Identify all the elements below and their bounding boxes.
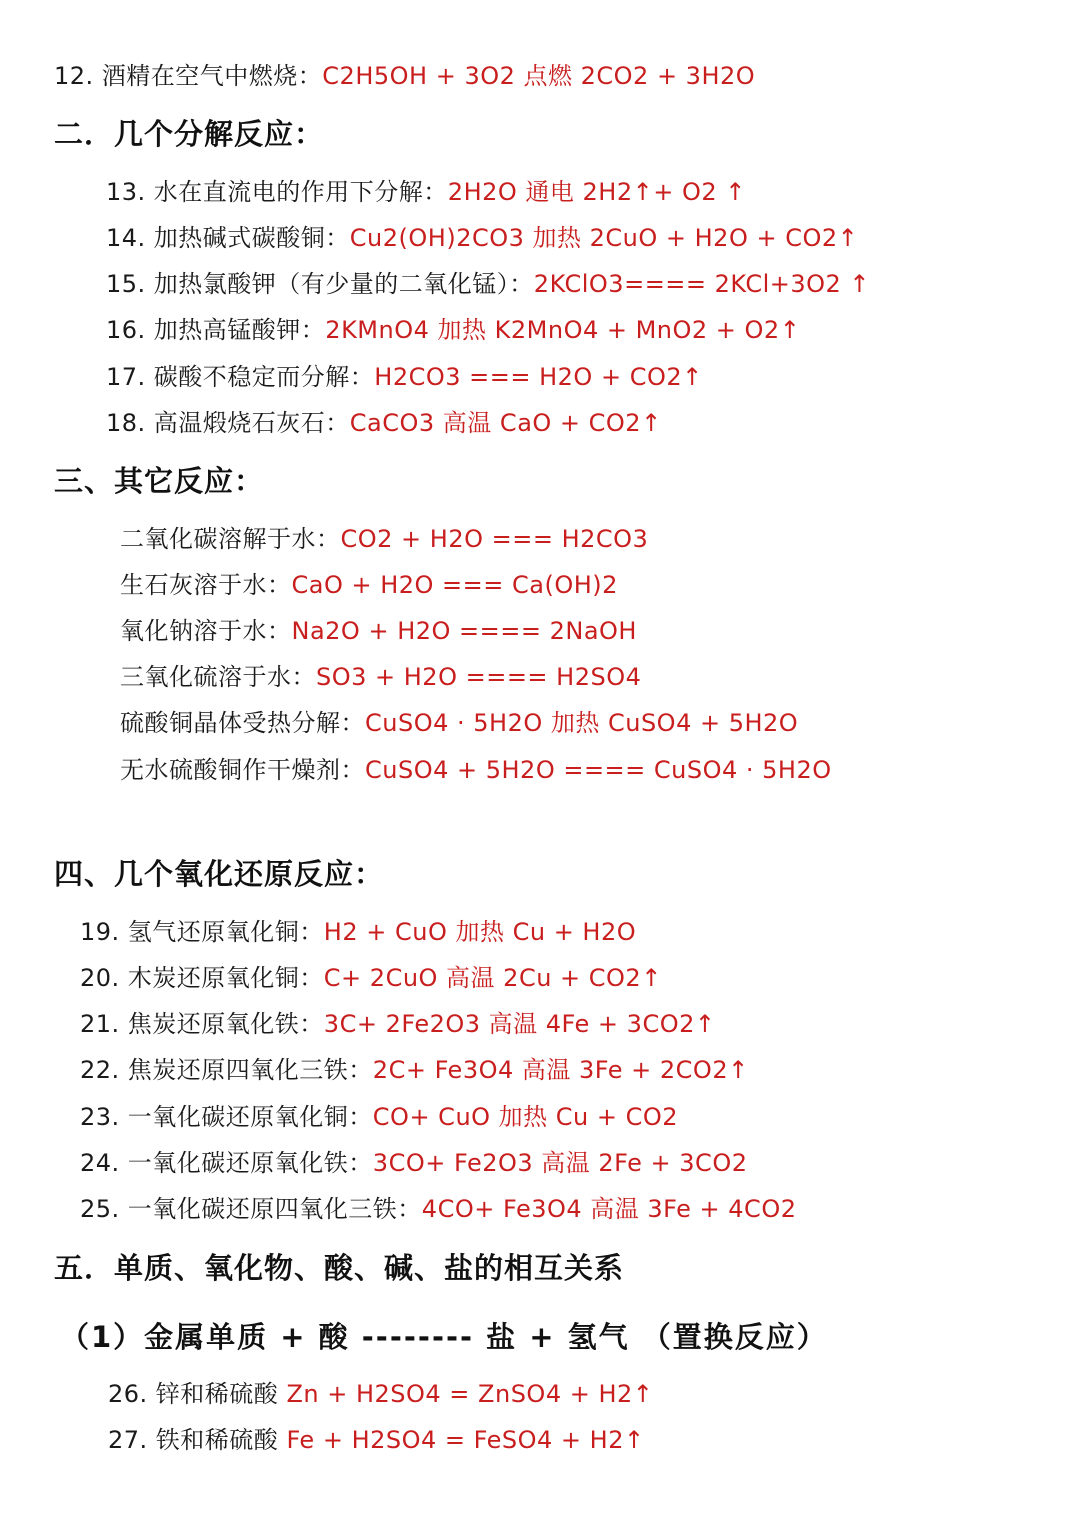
section-heading-decomposition: 二．几个分解反应： <box>54 117 325 151</box>
item-label: 三氧化硫溶于水： <box>120 663 316 691</box>
item-label: 生石灰溶于水： <box>120 571 292 599</box>
item-label: 19. 氢气还原氧化铜： <box>80 918 324 946</box>
item-14 <box>106 221 858 255</box>
other-item <box>120 660 641 694</box>
item-27 <box>108 1423 645 1457</box>
item-equation: 2KClO3==== 2KCl+3O2 ↑ <box>533 270 871 298</box>
item-equation: Na2O + H2O ==== 2NaOH <box>291 617 637 645</box>
item-equation: CuSO4 · 5H2O 加热 CuSO4 + 5H2O <box>365 709 799 737</box>
item-15 <box>106 267 870 301</box>
item-label: 16. 加热高锰酸钾： <box>106 316 326 344</box>
item-label: 15. 加热氯酸钾（有少量的二氧化锰）： <box>106 270 534 298</box>
item-equation: H2 + CuO 加热 Cu + H2O <box>323 918 637 946</box>
item-equation: 3CO+ Fe2O3 高温 2Fe + 3CO2 <box>372 1149 748 1177</box>
item-20 <box>80 961 662 995</box>
item-label: 20. 木炭还原氧化铜： <box>80 964 324 992</box>
item-equation: CuSO4 + 5H2O ==== CuSO4 · 5H2O <box>365 756 832 784</box>
item-23 <box>80 1100 678 1134</box>
item-equation: 2H2O 通电 2H2↑+ O2 ↑ <box>447 178 746 206</box>
subsection-heading-metal-acid: （1）金属单质 + 酸 -------- 盐 + 氢气 （置换反应） <box>60 1320 828 1354</box>
item-24 <box>80 1146 747 1180</box>
item-label: 25. 一氧化碳还原四氧化三铁： <box>80 1195 422 1223</box>
item-equation: CaCO3 高温 CaO + CO2↑ <box>349 409 662 437</box>
item-equation: CO+ CuO 加热 Cu + CO2 <box>372 1103 679 1131</box>
item-label: 27. 铁和稀硫酸 <box>108 1426 287 1454</box>
item-equation: C+ 2CuO 高温 2Cu + CO2↑ <box>323 964 662 992</box>
other-item <box>120 706 798 740</box>
section-heading-relations: 五．单质、氧化物、酸、碱、盐的相互关系 <box>54 1251 625 1285</box>
item-25 <box>80 1192 796 1226</box>
item-label: 12. 酒精在空气中燃烧： <box>54 62 323 90</box>
item-equation: CO2 + H2O === H2CO3 <box>340 525 649 553</box>
item-13 <box>106 175 746 209</box>
item-equation: 3C+ 2Fe2O3 高温 4Fe + 3CO2↑ <box>323 1010 716 1038</box>
section-heading-redox: 四、几个氧化还原反应： <box>54 857 385 891</box>
item-17 <box>106 360 703 394</box>
item-equation: 2KMnO4 加热 K2MnO4 + MnO2 + O2↑ <box>325 316 801 344</box>
item-label: 13. 水在直流电的作用下分解： <box>106 178 448 206</box>
item-label: 无水硫酸铜作干燥剂： <box>120 756 365 784</box>
item-21 <box>80 1007 715 1041</box>
item-16 <box>106 313 800 347</box>
item-19 <box>80 915 636 949</box>
item-label: 23. 一氧化碳还原氧化铜： <box>80 1103 373 1131</box>
item-label: 24. 一氧化碳还原氧化铁： <box>80 1149 373 1177</box>
item-18 <box>106 406 662 440</box>
item-equation: Fe + H2SO4 = FeSO4 + H2↑ <box>286 1426 645 1454</box>
item-label: 氧化钠溶于水： <box>120 617 292 645</box>
other-item <box>120 753 832 787</box>
other-item <box>120 614 637 648</box>
item-label: 17. 碳酸不稳定而分解： <box>106 363 375 391</box>
item-label: 14. 加热碱式碳酸铜： <box>106 224 350 252</box>
section-heading-other: 三、其它反应： <box>54 464 265 498</box>
item-12 <box>54 59 755 93</box>
item-equation: Cu2(OH)2CO3 加热 2CuO + H2O + CO2↑ <box>349 224 859 252</box>
item-label: 二氧化碳溶解于水： <box>120 525 341 553</box>
item-equation: C2H5OH + 3O2 点燃 2CO2 + 3H2O <box>322 62 756 90</box>
item-label: 22. 焦炭还原四氧化三铁： <box>80 1056 373 1084</box>
item-26 <box>108 1377 653 1411</box>
item-equation: SO3 + H2O ==== H2SO4 <box>316 663 642 691</box>
item-22 <box>80 1053 749 1087</box>
item-label: 18. 高温煅烧石灰石： <box>106 409 350 437</box>
item-equation: 2C+ Fe3O4 高温 3Fe + 2CO2↑ <box>372 1056 749 1084</box>
item-label: 硫酸铜晶体受热分解： <box>120 709 365 737</box>
item-equation: CaO + H2O === Ca(OH)2 <box>291 571 618 599</box>
item-label: 26. 锌和稀硫酸 <box>108 1380 287 1408</box>
item-label: 21. 焦炭还原氧化铁： <box>80 1010 324 1038</box>
other-item <box>120 522 648 556</box>
item-equation: Zn + H2SO4 = ZnSO4 + H2↑ <box>286 1380 654 1408</box>
other-item <box>120 568 618 602</box>
item-equation: 4CO+ Fe3O4 高温 3Fe + 4CO2 <box>421 1195 797 1223</box>
item-equation: H2CO3 === H2O + CO2↑ <box>374 363 703 391</box>
